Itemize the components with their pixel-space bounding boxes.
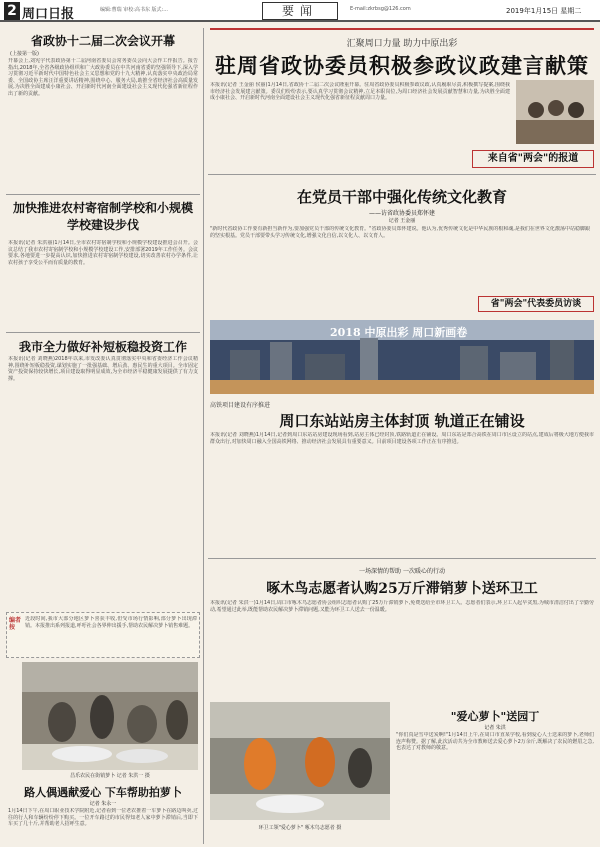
article3-body: 本报讯(记者 刘晓燕)2018年以来,市发改委认真贯彻落实中央和省委经济工作会议精神,围绕补短板稳投资,谋划实施了一批强基础、增后劲、惠民生的重大项目。全市固定资产投资保持较快增长,项目建设取得明显成效,为全市经济平稳健康发展提供了有力支撑。 xyxy=(8,356,198,382)
provincial-sessions-box: 来自省"两会"的报道 xyxy=(472,150,594,168)
page-number: 2 xyxy=(4,2,20,20)
station-kicker: 高铁项目建设有序推进 xyxy=(210,402,271,409)
main-kicker: 汇聚周口力量 助力中原出彩 xyxy=(346,39,458,49)
delegates-photo xyxy=(516,80,594,144)
issue-date: 2019年1月15日 星期二 xyxy=(506,7,582,15)
notice-body: 近段时间,我市大部分地区萝卜喜获丰收,但受市场行情影响,部分萝卜出现滞销。本报推出系列报道,呼吁社会各界伸出援手,帮助农民解决萝卜销售难题。 xyxy=(25,616,197,629)
notice-label: 编者按 xyxy=(9,617,22,631)
woodpecker-title: 啄木鸟志愿者认购25万斤滞销萝卜送环卫工 xyxy=(266,581,538,597)
divider xyxy=(6,194,200,195)
sanitation-photo-image xyxy=(210,702,390,820)
woodpecker-body: 本报讯(记者 朱洪一)1月14日,周口市啄木鸟志愿者协会组织志愿者认购了25万斤滞销萝卜,免费送给全市环卫工人。志愿者们表示,环卫工人起早贪黑,为城市清洁付出了辛勤劳动,希望通过此举,既能帮助农民解决萝卜滞销问题,又能为环卫工人送去一份温暖。 xyxy=(210,600,594,613)
interview-box: 省"两会"代表委员访谈 xyxy=(478,296,594,312)
divider xyxy=(208,174,596,175)
station-title: 周口东站站房主体封顶 轨道正在铺设 xyxy=(279,412,525,430)
article1-sub: (上接第一版) xyxy=(10,51,39,57)
article4-byline: 记者 朱永一 xyxy=(89,801,117,807)
article3-title: 我市全力做好补短板稳投资工作 xyxy=(18,340,187,354)
station-body: 本报讯(记者 刘晓燕)1月14日,记者到周口东站站房建设现场看到,站房主体已经封顶,铁路轨道正在铺设。周口东站是郑合高铁在周口市区设立的站点,建成后将极大地方便我市群众出行,对加快周口融入全国高铁网络、推动经济社会发展具有重要意义。目前项目建设各项工作正在有序推进。 xyxy=(210,432,594,445)
banner-title: 2018 中原出彩 周口新画卷 xyxy=(330,326,468,339)
main-body: 本报讯(记者 王金丽 侯丽)1月14日,省政协十二届二次会议隆重开幕。驻周省政协委员积极参政议政,认真履职尽责,积极撰写提案,围绕我市经济社会发展建言献策。委员们纷纷表示,要认真学习贯彻会议精神,立足本职岗位,为周口经济社会发展贡献智慧和力量,为决胜全面建成小康社会、开启新时代河南全面建设社会主义现代化强省新征程贡献周口力量。 xyxy=(210,82,510,101)
editors-line: 编辑:曹瑞 审校:高书东 版式:... xyxy=(100,7,169,13)
woodpecker-kicker: 一场深情的帮助 一次暖心的行动 xyxy=(359,568,445,575)
contact-email: E-mail:zkrbsg@126.com xyxy=(350,6,411,12)
article1-body: 开幕会上,刘宪宇代表政协第十二届河南省委员会常务委员会向大会作工作报告。报告指出,2018年,全省各级政协组织和广大政协委员在中共河南省委的坚强领导下,深入学习贯彻习近平新时代中国特色社会主义思想和党的十九大精神,认真落实中央政治局常委、全国政协主席汪洋重要讲话精神,围绕中心、服务大局,助推全省经济社会高质量发展,为决胜全面建成小康社会、开启新时代河南全面建设社会主义现代化强省新征程作出了新的贡献。 xyxy=(8,58,198,97)
section-name: 要闻 xyxy=(262,2,338,20)
article2-body: 本报讯(记者 朱洪丽)1月14日,全市农村寄宿制学校和小规模学校建设推进会召开。会议总结了我市农村寄宿制学校和小规模学校建设工作,安排部署2019年工作任务。会议要求,各地要进一步提高认识,加快推进农村寄宿制学校建设,切实改善农村办学条件,让农村孩子享受公平而有质量的教育。 xyxy=(8,240,198,266)
main-title: 驻周省政协委员积极参政议政建言献策 xyxy=(215,53,589,78)
radish-photo-image xyxy=(22,662,198,770)
radish-photo xyxy=(22,662,198,770)
culture-body: "新时代省政协工作要有新担当新作为,要加强党员干部的传统文化教育。"省政协委员郑怀建说。他认为,优秀传统文化是中华民族的根和魂,是我们在世界文化激荡中站稳脚跟的坚实根基。党员干部要带头学习传统文化,增强文化自信,以文化人、以文育人。 xyxy=(210,226,590,239)
paper-name: 周口日报 xyxy=(22,7,75,22)
divider xyxy=(6,332,200,333)
lead-rule xyxy=(210,28,594,30)
radish-photo-caption: 昌乐农民在街销萝卜 记者 朱洪一 摄 xyxy=(70,773,150,779)
notice-box xyxy=(6,612,200,658)
column-divider xyxy=(203,28,204,844)
article4-body: 1月14日下午,在周口职业技术学院附近,记者看到一位老农推着一车萝卜在路边叫卖,过往的行人和车辆纷纷停下购买。一位开车路过的市民得知老人家中萝卜滞销后,当即下车买了几十斤,并帮助老人招呼生意。 xyxy=(8,808,198,827)
masthead xyxy=(0,0,600,22)
sanitation-photo-caption: 环卫工领"爱心萝卜" 啄木鸟志愿者 摄 xyxy=(258,825,342,831)
delegates-photo-image xyxy=(516,80,594,144)
article1-title: 省政协十二届二次会议开幕 xyxy=(30,34,175,48)
article4-title: 路人偶遇献爱心 下车帮助拍萝卜 xyxy=(24,786,182,799)
culture-title: 在党员干部中强化传统文化教育 xyxy=(296,188,507,206)
article2-title: 加快推进农村寄宿制学校和小规模学校建设步伐 xyxy=(12,201,193,232)
teacher-body: "你们真是雪中送炭啊!"1月14日上午,在周口市直某学校,看到爱心人士送来的萝卜,老师们连声称赞。据了解,此次活动共为全市教师送去爱心萝卜2万余斤,既解决了农民的燃眉之急,也表达了对教师的敬意。 xyxy=(396,732,594,751)
teacher-title: "爱心萝卜"送园丁 xyxy=(450,710,540,723)
culture-subtitle: ——访省政协委员郑怀建 xyxy=(368,210,435,217)
teacher-byline: 记者 朱洪 xyxy=(484,725,506,731)
city-banner xyxy=(210,320,594,394)
sanitation-photo xyxy=(210,702,390,820)
divider xyxy=(208,558,596,559)
culture-byline: 记者 王金丽 xyxy=(388,218,416,224)
